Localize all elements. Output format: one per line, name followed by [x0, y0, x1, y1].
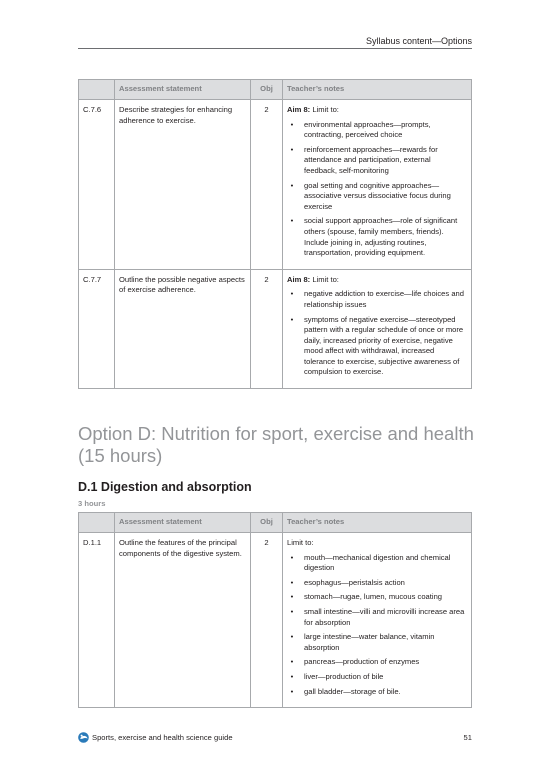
row-notes: [283, 533, 472, 708]
guide-title: Sports, exercise and health science guide: [92, 733, 233, 742]
header-obj: Obj: [251, 513, 283, 533]
list-item: [287, 181, 465, 213]
table-header-row: [79, 80, 472, 100]
ib-globe-logo-icon: [78, 732, 89, 743]
list-item: [287, 632, 465, 653]
header-notes: Teacher’s notes: [283, 80, 472, 100]
section-heading: D.1 Digestion and absorption: [78, 480, 252, 494]
header-obj: Obj: [251, 80, 283, 100]
list-item-text: pancreas—production of enzymes: [304, 657, 420, 667]
table-header-row: [79, 513, 472, 533]
list-item: [287, 657, 465, 668]
list-item-text: liver—production of bile: [304, 671, 384, 681]
header-id-cell: [79, 513, 115, 533]
notes-list: [287, 553, 465, 698]
header-statement: Assessment statement: [115, 513, 251, 533]
table-row: [79, 269, 472, 388]
section-hours: 3 hours: [78, 499, 106, 508]
bullet-dot: •: [290, 671, 294, 681]
row-obj: 2: [251, 100, 283, 270]
row-notes: [283, 269, 472, 388]
bullet-dot: •: [290, 289, 294, 299]
option-title: Option D: Nutrition for sport, exercise and health (15 hours): [78, 423, 474, 466]
bullet-dot: •: [290, 144, 294, 154]
row-statement: Outline the possible negative aspects of exercise adherence.: [115, 269, 251, 388]
bullet-dot: •: [290, 657, 294, 667]
list-item-text: goal setting and cognitive approaches—associative versus dissociative focus during exercise: [304, 180, 451, 211]
list-item: [287, 592, 465, 603]
row-statement: Outline the features of the principal components of the digestive system.: [115, 533, 251, 708]
syllabus-table-c7: [78, 79, 472, 389]
syllabus-table-d1: [78, 512, 472, 708]
table-row: [79, 100, 472, 270]
header-statement: Assessment statement: [115, 80, 251, 100]
notes-heading: [287, 275, 465, 286]
bullet-dot: •: [290, 577, 294, 587]
aim-label: Aim 8:: [287, 274, 311, 284]
list-item-text: symptoms of negative exercise—stereotyped pattern with a regular schedule of once or more daily, increased priority of exercise, negative mood affect with withdrawal, increased tolerance to exercise, subjective awareness of compulsion to exercise.: [304, 314, 464, 377]
list-item: [287, 553, 465, 574]
list-item-text: gall bladder—storage of bile.: [304, 686, 401, 696]
table-row: [79, 533, 472, 708]
list-item: [287, 315, 465, 379]
notes-heading: [287, 105, 465, 116]
bullet-dot: •: [290, 632, 294, 642]
bullet-dot: •: [290, 119, 294, 129]
list-item-text: social support approaches—role of significant others (spouse, family members, friends). Include joining in, adjusting routines, transportation, providing equipment.: [304, 216, 458, 258]
notes-list: [287, 120, 465, 259]
notes-list: [287, 289, 465, 378]
list-item-text: esophagus—peristalsis action: [304, 577, 405, 587]
row-id: C.7.7: [79, 269, 115, 388]
list-item: [287, 687, 465, 698]
bullet-dot: •: [290, 606, 294, 616]
notes-heading: Limit to:: [287, 538, 314, 547]
list-item-text: large intestine—water balance, vitamin absorption: [304, 632, 435, 652]
limit-label: Limit to:: [310, 105, 339, 114]
list-item-text: mouth—mechanical digestion and chemical digestion: [304, 552, 451, 573]
list-item: [287, 145, 465, 177]
row-notes: [283, 100, 472, 270]
bullet-dot: •: [290, 552, 294, 562]
bullet-dot: •: [290, 216, 294, 226]
list-item-text: stomach—rugae, lumen, mucous coating: [304, 592, 443, 602]
list-item: [287, 607, 465, 628]
header-notes: Teacher’s notes: [283, 513, 472, 533]
aim-label: Aim 8:: [287, 105, 311, 114]
list-item-text: small intestine—villi and microvilli increase area for absorption: [304, 606, 465, 627]
list-item-text: negative addiction to exercise—life choices and relationship issues: [304, 289, 464, 309]
running-head: Syllabus content—Options: [365, 36, 472, 46]
row-obj: 2: [251, 533, 283, 708]
bullet-dot: •: [290, 314, 294, 324]
bullet-dot: •: [290, 592, 294, 602]
list-item: [287, 578, 465, 589]
header-id-cell: [79, 80, 115, 100]
bullet-dot: •: [290, 686, 294, 696]
list-item: [287, 289, 465, 310]
limit-label: Limit to:: [310, 274, 339, 284]
header-rule: [78, 48, 472, 49]
list-item: [287, 216, 465, 258]
row-obj: 2: [251, 269, 283, 388]
list-item: [287, 672, 465, 683]
row-id: D.1.1: [79, 533, 115, 708]
row-statement: Describe strategies for enhancing adherence to exercise.: [115, 100, 251, 270]
bullet-dot: •: [290, 180, 294, 190]
row-id: C.7.6: [79, 100, 115, 270]
list-item-text: reinforcement approaches—rewards for attendance and participation, external feedback, self-monitoring: [304, 144, 438, 175]
page-footer: [78, 732, 472, 744]
list-item-text: environmental approaches—prompts, contracting, perceived choice: [304, 119, 431, 140]
list-item: [287, 120, 465, 141]
page-number: 51: [463, 733, 472, 742]
